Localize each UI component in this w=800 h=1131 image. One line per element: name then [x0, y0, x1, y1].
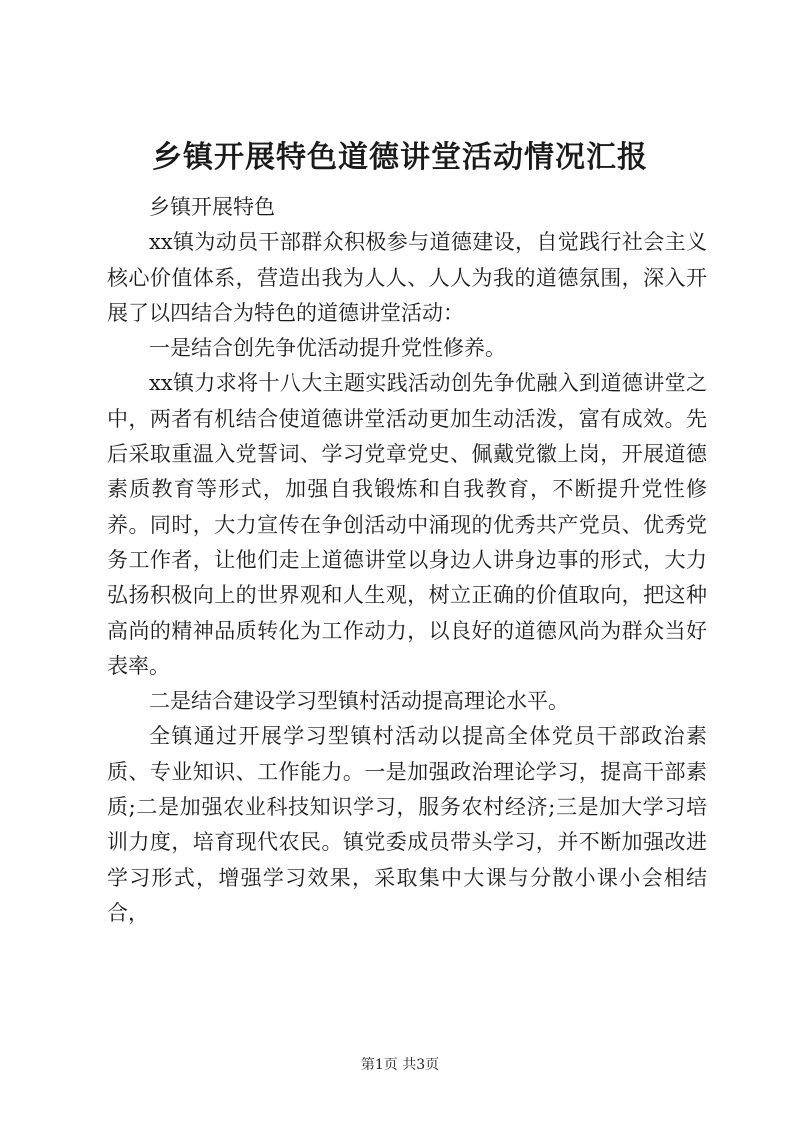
page-footer: 第1页 共3页 — [360, 1057, 440, 1073]
paragraph-section-1: xx镇力求将十八大主题实践活动创先争优融入到道德讲堂之中，两者有机结合使道德讲堂活动更加生动活泼，富有成效。先后采取重温入党誓词、学习党章党史、佩戴党徽上岗，开展道德素质教育等形式，加强自我锻炼和自我教育，不断提升党性修养。同时，大力宣传在争创活动中涌现的优秀共产党员、优秀党务工作者，让他们走上道德讲堂以身边人讲身边事的形式，大力弘扬积极向上的世界观和人生观，树立正确的价值取向，把这种高尚的精神品质转化为工作动力，以良好的道德风尚为群众当好表率。 — [107, 371, 707, 678]
paragraph-subtitle: 乡镇开展特色 — [149, 195, 275, 219]
paragraph-heading-1: 一是结合创先争优活动提升党性修养。 — [149, 336, 506, 361]
paragraph-intro: xx镇为动员干部群众积极参与道德建设，自觉践行社会主义核心价值体系，营造出我为人人、人人为我的道德氛围，深入开展了以四结合为特色的道德讲堂活动： — [107, 230, 707, 325]
document-title: 乡镇开展特色道德讲堂活动情况汇报 — [152, 140, 648, 175]
paragraph-heading-2: 二是结合建设学习型镇村活动提高理论水平。 — [149, 689, 569, 714]
document-body — [107, 190, 707, 931]
paragraph-section-2: 全镇通过开展学习型镇村活动以提高全体党员干部政治素质、专业知识、工作能力。一是加强政治理论学习，提高干部素质;二是加强农业科技知识学习，服务农村经济;三是加大学习培训力度，培育现代农民。镇党委成员带头学习，并不断加强改进学习形式，增强学习效果，采取集中大课与分散小课小会相结合， — [107, 724, 707, 925]
